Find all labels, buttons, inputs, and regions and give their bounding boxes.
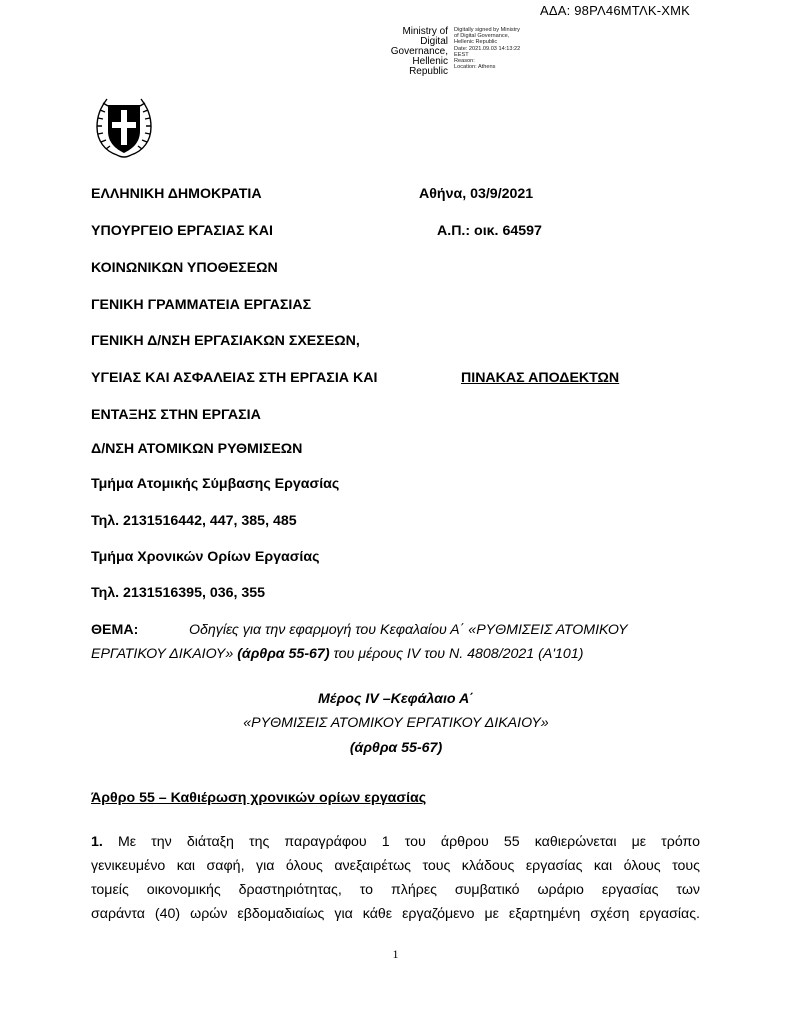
signature-detail-line: EEST — [454, 51, 469, 58]
signature-details — [454, 27, 544, 70]
signature-signer-line: Ministry of Digital — [402, 26, 448, 47]
subject-text-1: Οδηγίες για την εφαρμογή του Κεφαλαίου Α΄ «ΡΥΘΜΙΣΕΙΣ ΑΤΟΜΙΚΟΥ — [189, 622, 628, 638]
article-title: Άρθρο 55 – Καθιέρωση χρονικών ορίων εργασίας — [91, 790, 427, 806]
document-date: Αθήνα, 03/9/2021 — [419, 186, 534, 202]
header-line: ΚΟΙΝΩΝΙΚΩΝ ΥΠΟΘΕΣΕΩΝ — [91, 260, 278, 276]
subject-text-2a: ΕΡΓΑΤΙΚΟΥ ΔΙΚΑΙΟΥ» — [91, 646, 234, 662]
subject-text-2c: του μέρους IV του Ν. 4808/2021 (Α'101) — [333, 646, 584, 662]
recipients-table-link: ΠΙΝΑΚΑΣ ΑΠΟΔΕΚΤΩΝ — [461, 370, 620, 386]
subject-text-2b: (άρθρα 55-67) — [237, 646, 330, 662]
signature-signer — [380, 27, 448, 77]
section-part: Μέρος IV –Κεφάλαιο Α΄ — [318, 691, 474, 707]
subject — [91, 618, 701, 666]
department-line: Τμήμα Χρονικών Ορίων Εργασίας — [91, 549, 320, 565]
signature-detail-line: Date: 2021.09.03 14:13:22 — [454, 45, 521, 52]
section-articles: (άρθρα 55-67) — [349, 740, 443, 756]
ada-code: ΑΔΑ: 98ΡΛ46ΜΤΛΚ-ΧΜΚ — [540, 3, 691, 18]
paragraph-line: τομείς οικονομικής δραστηριότητας, το πλήρες συμβατικό ωράριο εργασίας των — [91, 882, 700, 898]
signature-detail-line: Location: Athens — [454, 64, 496, 71]
header-line: ΥΠΟΥΡΓΕΙΟ ΕΡΓΑΣΙΑΣ ΚΑΙ — [91, 223, 273, 239]
phone-line: Τηλ. 2131516442, 447, 385, 485 — [91, 513, 297, 529]
signature-signer-line: Hellenic Republic — [409, 56, 448, 77]
greek-emblem-icon — [91, 93, 157, 161]
section-title: «ΡΥΘΜΙΣΕΙΣ ΑΤΟΜΙΚΟΥ ΕΡΓΑΤΙΚΟΥ ΔΙΚΑΙΟΥ» — [243, 715, 549, 731]
department-line: Τμήμα Ατομικής Σύμβασης Εργασίας — [91, 476, 340, 492]
header-line: ΕΝΤΑΞΗΣ ΣΤΗΝ ΕΡΓΑΣΙΑ — [91, 407, 261, 423]
header-line: Δ/ΝΣΗ ΑΤΟΜΙΚΩΝ ΡΥΘΜΙΣΕΩΝ — [91, 441, 303, 457]
header-line: ΓΕΝΙΚΗ Δ/ΝΣΗ ΕΡΓΑΣΙΑΚΩΝ ΣΧΕΣΕΩΝ, — [91, 333, 360, 349]
paragraph-line: σαράντα (40) ωρών εβδομαδιαίως για κάθε εργαζόμενο με εξαρτημένη σχέση εργασίας. — [91, 906, 700, 922]
protocol-number: Α.Π.: οικ. 64597 — [437, 223, 542, 239]
paragraph-1 — [91, 830, 700, 926]
signature-detail-line: of Digital Governance, — [454, 33, 510, 40]
signature-detail-line: Reason: — [454, 58, 475, 65]
header-line: ΓΕΝΙΚΗ ΓΡΑΜΜΑΤΕΙΑ ΕΡΓΑΣΙΑΣ — [91, 297, 312, 313]
paragraph-text: Με την διάταξη της παραγράφου 1 του άρθρου 55 καθιερώνεται με τρόπο — [117, 834, 701, 850]
paragraph-line — [91, 830, 700, 854]
subject-label: ΘΕΜΑ: — [91, 622, 139, 638]
signature-detail-line: Digitally signed by Ministry — [454, 27, 520, 33]
header-line: ΥΓΕΙΑΣ ΚΑΙ ΑΣΦΑΛΕΙΑΣ ΣΤΗ ΕΡΓΑΣΙΑ ΚΑΙ — [91, 370, 378, 386]
signature-signer-line: Governance, — [390, 46, 448, 57]
signature-detail-line: Hellenic Republic — [454, 39, 498, 46]
page-number: 1 — [392, 947, 399, 961]
phone-line: Τηλ. 2131516395, 036, 355 — [91, 585, 266, 601]
header-line: ΕΛΛΗΝΙΚΗ ΔΗΜΟΚΡΑΤΙΑ — [91, 186, 262, 202]
paragraph-line: γενικευμένο και σαφή, για όλους ανεξαιρέτως τους κλάδους εργασίας και όλους τους — [91, 858, 700, 874]
paragraph-number: 1. — [91, 834, 103, 850]
